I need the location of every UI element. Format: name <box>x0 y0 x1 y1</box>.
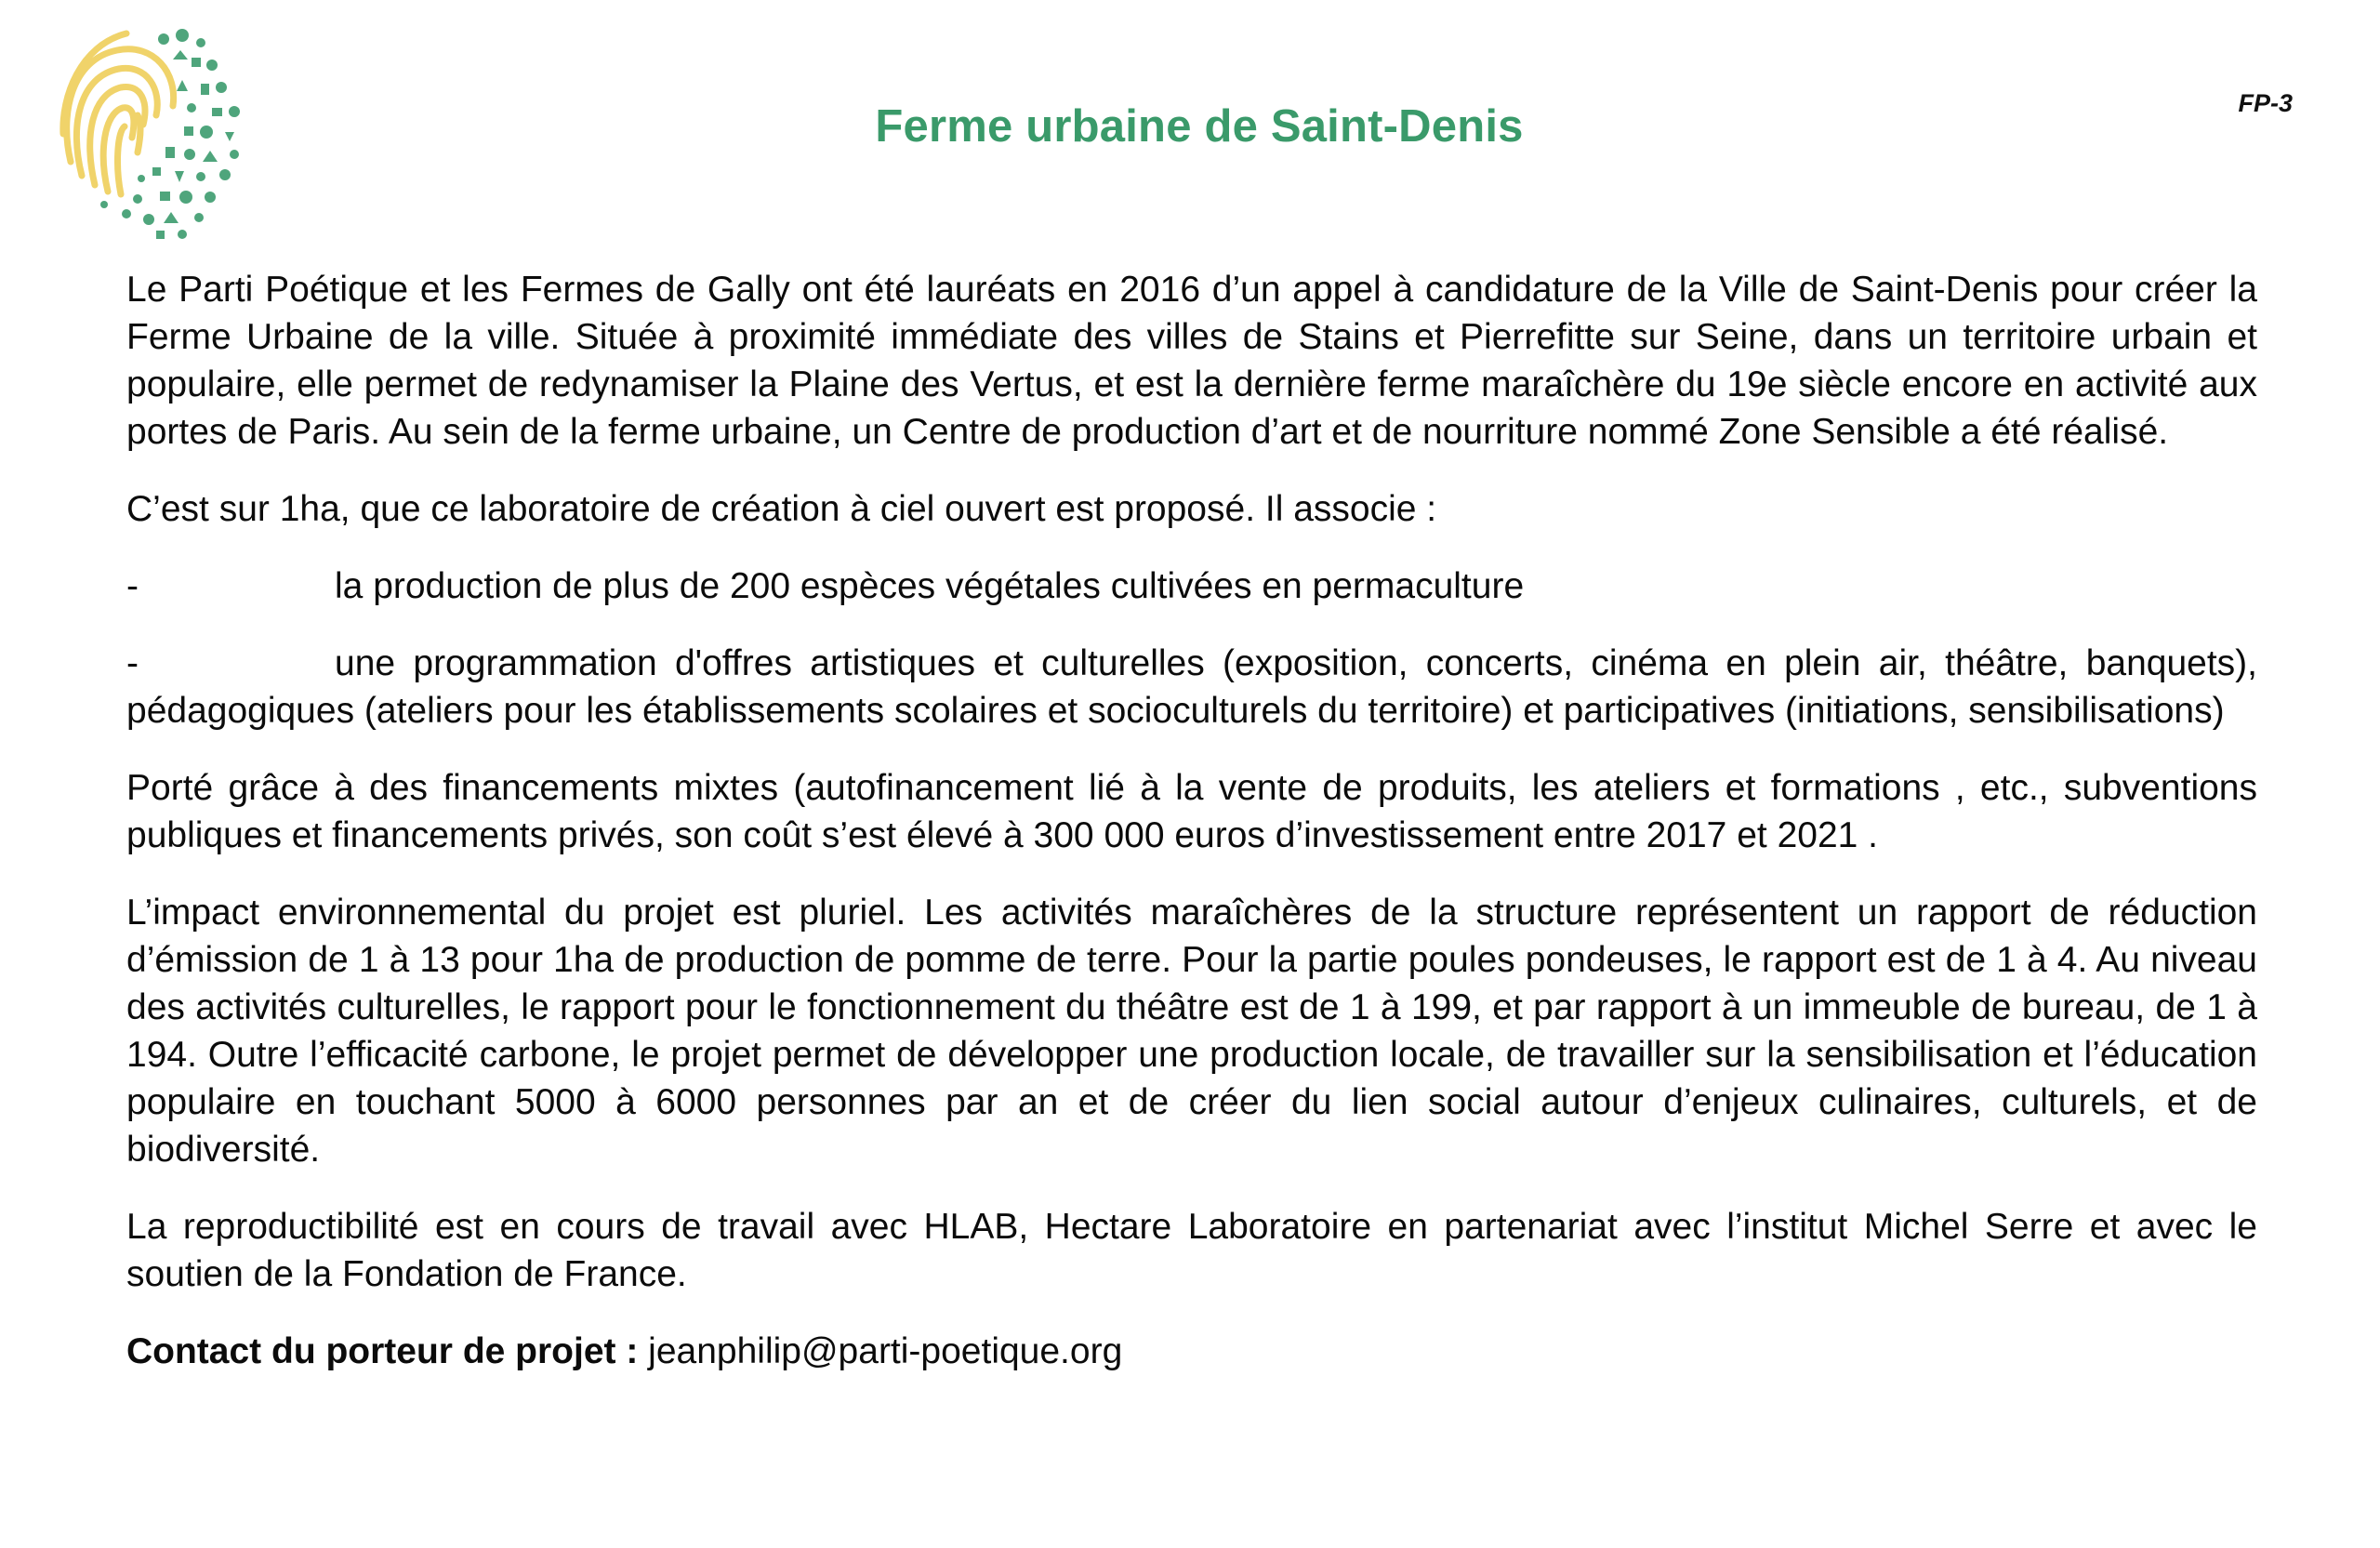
list-item <box>126 640 2257 734</box>
document-reference: FP-3 <box>2238 89 2293 117</box>
bullet-dash: - <box>126 643 139 683</box>
list-item <box>126 562 2257 610</box>
paragraph-impact: L’impact environnemental du projet est pluriel. Les activités maraîchères de la structure représentent un rapport de réduction d’émission de 1 à 13 pour 1ha de production de pomme de terre. Pour la partie poules pondeuses, le rapport est de 1 à 4. Au niveau des activités culturelles, le rapport pour le fonctionnement du théâtre est de 1 à 199, et par rapport à un immeuble de bureau, de 1 à 194. Outre l’efficacité carbone, le projet permet de développer une production locale, de travailler sur la sensibilisation et l’éducation populaire en touchant 5000 à 6000 personnes par an et de créer du lien social autour d’enjeux culinaires, culturels, et de biodiversité. <box>126 893 2257 1170</box>
paragraph-funding: Porté grâce à des financements mixtes (autofinancement lié à la vente de produits, les ateliers et formations , etc., subventions publiques et financements privés, son coût s’est élevé à 300 000 euros d’investissement entre 2017 et 2021 . <box>126 768 2257 855</box>
contact-line <box>126 1328 2257 1375</box>
paragraph-intro: Le Parti Poétique et les Fermes de Gally ont été lauréats en 2016 d’un appel à candidature de la Ville de Saint-Denis pour créer la Ferme Urbaine de la ville. Située à proximité immédiate des villes de Stains et Pierrefitte sur Seine, dans un territoire urbain et populaire, elle permet de redynamiser la Plaine des Vertus, et est la dernière ferme maraîchère du 19e siècle encore en activité aux portes de Paris. Au sein de la ferme urbaine, un Centre de production d’art et de nourriture nommé Zone Sensible a été réalisé. <box>126 270 2257 452</box>
bullet-text: la production de plus de 200 espèces végétales cultivées en permaculture <box>335 566 1525 606</box>
paragraph-lab: C’est sur 1ha, que ce laboratoire de création à ciel ouvert est proposé. Il associe : <box>126 489 1437 529</box>
contact-label: Contact du porteur de projet : <box>126 1331 639 1371</box>
contact-email: jeanphilip@parti-poetique.org <box>648 1331 1123 1371</box>
document-body <box>126 266 2257 1405</box>
page-title: Ferme urbaine de Saint-Denis <box>875 101 1524 152</box>
paragraph-reproducibility: La reproductibilité est en cours de travail avec HLAB, Hectare Laboratoire en partenariat avec l’institut Michel Serre et avec le soutien de la Fondation de France. <box>126 1207 2257 1294</box>
bullet-dash: - <box>126 566 139 606</box>
bullet-text: une programmation d'offres artistiques et culturelles (exposition, concerts, cinéma en plein air, théâtre, banquets), pédagogiques (ateliers pour les établissements scolaires et socioculturels du territoire) et participatives (initiations, sensibilisations) <box>126 643 2257 731</box>
